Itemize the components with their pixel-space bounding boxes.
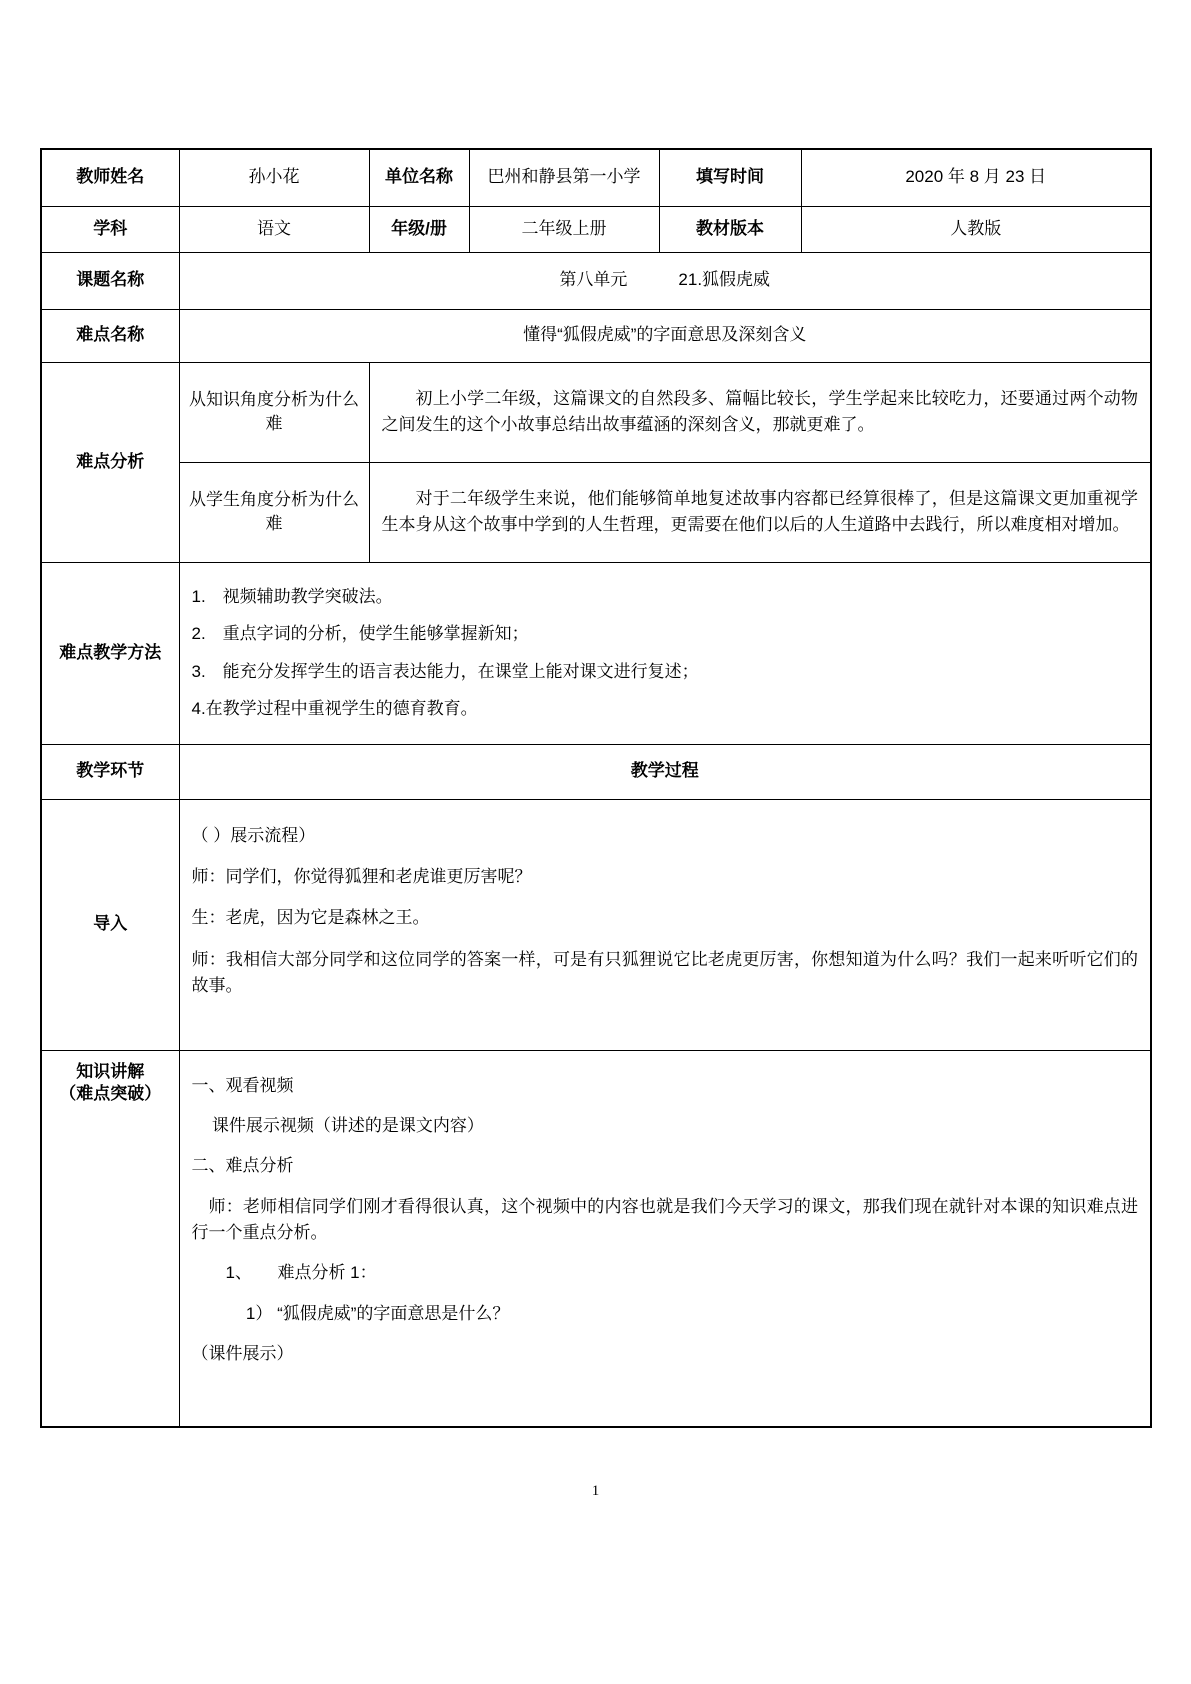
knowledge-angle-text: 初上小学二年级，这篇课文的自然段多、篇幅比较长，学生学起来比较吃力，还要通过两个动物之间发生的这个小故事总结出故事蕴涵的深刻含义，那就更难了。 — [369, 362, 1151, 462]
student-angle-text: 对于二年级学生来说，他们能够简单地复述故事内容都已经算很棒了，但是这篇课文更加重视学生本身从这个故事中学到的人生哲理，更需要在他们以后的人生道路中去践行，所以难度相对增加。 — [369, 462, 1151, 562]
knowledge-paragraph: 课件展示视频（讲述的是课文内容） — [211, 1115, 484, 1135]
knowledge-angle-label: 从知识角度分析为什么难 — [179, 362, 369, 462]
process-section-label: 教学环节 — [41, 744, 179, 799]
topic-value: 第八单元 21.狐假虎威 — [179, 252, 1151, 309]
intro-paragraph: 生：老虎，因为它是森林之王。 — [191, 908, 430, 928]
intro-paragraph: （ ）展示流程） — [191, 825, 316, 845]
knowledge-paragraph: 一、观看视频 — [191, 1075, 294, 1095]
teaching-method-item: 4.在教学过程中重视学生的德育教育。 — [191, 698, 478, 718]
knowledge-paragraph: 1、 难点分析 1： — [225, 1263, 377, 1283]
intro-content — [179, 799, 1151, 1050]
table-row — [41, 462, 1151, 562]
grade-label: 年级/册 — [369, 206, 469, 252]
table-row — [41, 149, 1151, 206]
knowledge-paragraph: 师：老师相信同学们刚才看得很认真，这个视频中的内容也就是我们今天学习的课文，那我们现在就针对本课的知识难点进行一个重点分析。 — [191, 1196, 1138, 1242]
knowledge-paragraph: 1） “狐假虎威”的字面意思是什么？ — [245, 1303, 510, 1323]
knowledge-content — [179, 1050, 1151, 1427]
lesson-plan-table — [40, 148, 1152, 1428]
unit-value: 巴州和静县第一小学 — [469, 149, 659, 206]
table-row — [41, 252, 1151, 309]
grade-value: 二年级上册 — [469, 206, 659, 252]
teaching-method-item: 1. 视频辅助教学突破法。 — [191, 586, 393, 606]
fill-date-label: 填写时间 — [659, 149, 801, 206]
knowledge-label-line2: （难点突破） — [59, 1084, 162, 1104]
table-row — [41, 744, 1151, 799]
teaching-method-label: 难点教学方法 — [41, 562, 179, 744]
knowledge-paragraph: （课件展示） — [191, 1343, 294, 1363]
difficulty-analysis-label: 难点分析 — [41, 362, 179, 562]
topic-label: 课题名称 — [41, 252, 179, 309]
intro-paragraph: 师：同学们，你觉得狐狸和老虎谁更厉害呢？ — [191, 866, 532, 886]
subject-value: 语文 — [179, 206, 369, 252]
knowledge-label-line1: 知识讲解 — [76, 1061, 145, 1081]
intro-label: 导入 — [41, 799, 179, 1050]
knowledge-section-label — [41, 1050, 179, 1427]
difficulty-name-value: 懂得“狐假虎威”的字面意思及深刻含义 — [179, 309, 1151, 362]
table-row — [41, 362, 1151, 462]
edition-value: 人教版 — [801, 206, 1151, 252]
table-row — [41, 799, 1151, 1050]
teaching-method-item: 3. 能充分发挥学生的语言表达能力，在课堂上能对课文进行复述； — [191, 661, 699, 681]
fill-date-value: 2020 年 8 月 23 日 — [801, 149, 1151, 206]
difficulty-name-label: 难点名称 — [41, 309, 179, 362]
table-row — [41, 1050, 1151, 1427]
intro-paragraph: 师：我相信大部分同学和这位同学的答案一样，可是有只狐狸说它比老虎更厉害，你想知道为什么吗？我们一起来听听它们的故事。 — [191, 949, 1138, 995]
table-row — [41, 206, 1151, 252]
knowledge-paragraph: 二、难点分析 — [191, 1156, 294, 1176]
teacher-name-value: 孙小花 — [179, 149, 369, 206]
table-row — [41, 562, 1151, 744]
edition-label: 教材版本 — [659, 206, 801, 252]
teacher-name-label: 教师姓名 — [41, 149, 179, 206]
subject-label: 学科 — [41, 206, 179, 252]
page-number: 1 — [591, 1483, 600, 1499]
teaching-method-list — [179, 562, 1151, 744]
teaching-method-item: 2. 重点字词的分析，使学生能够掌握新知； — [191, 624, 529, 644]
process-section-value: 教学过程 — [179, 744, 1151, 799]
table-row — [41, 309, 1151, 362]
unit-label: 单位名称 — [369, 149, 469, 206]
student-angle-label: 从学生角度分析为什么难 — [179, 462, 369, 562]
